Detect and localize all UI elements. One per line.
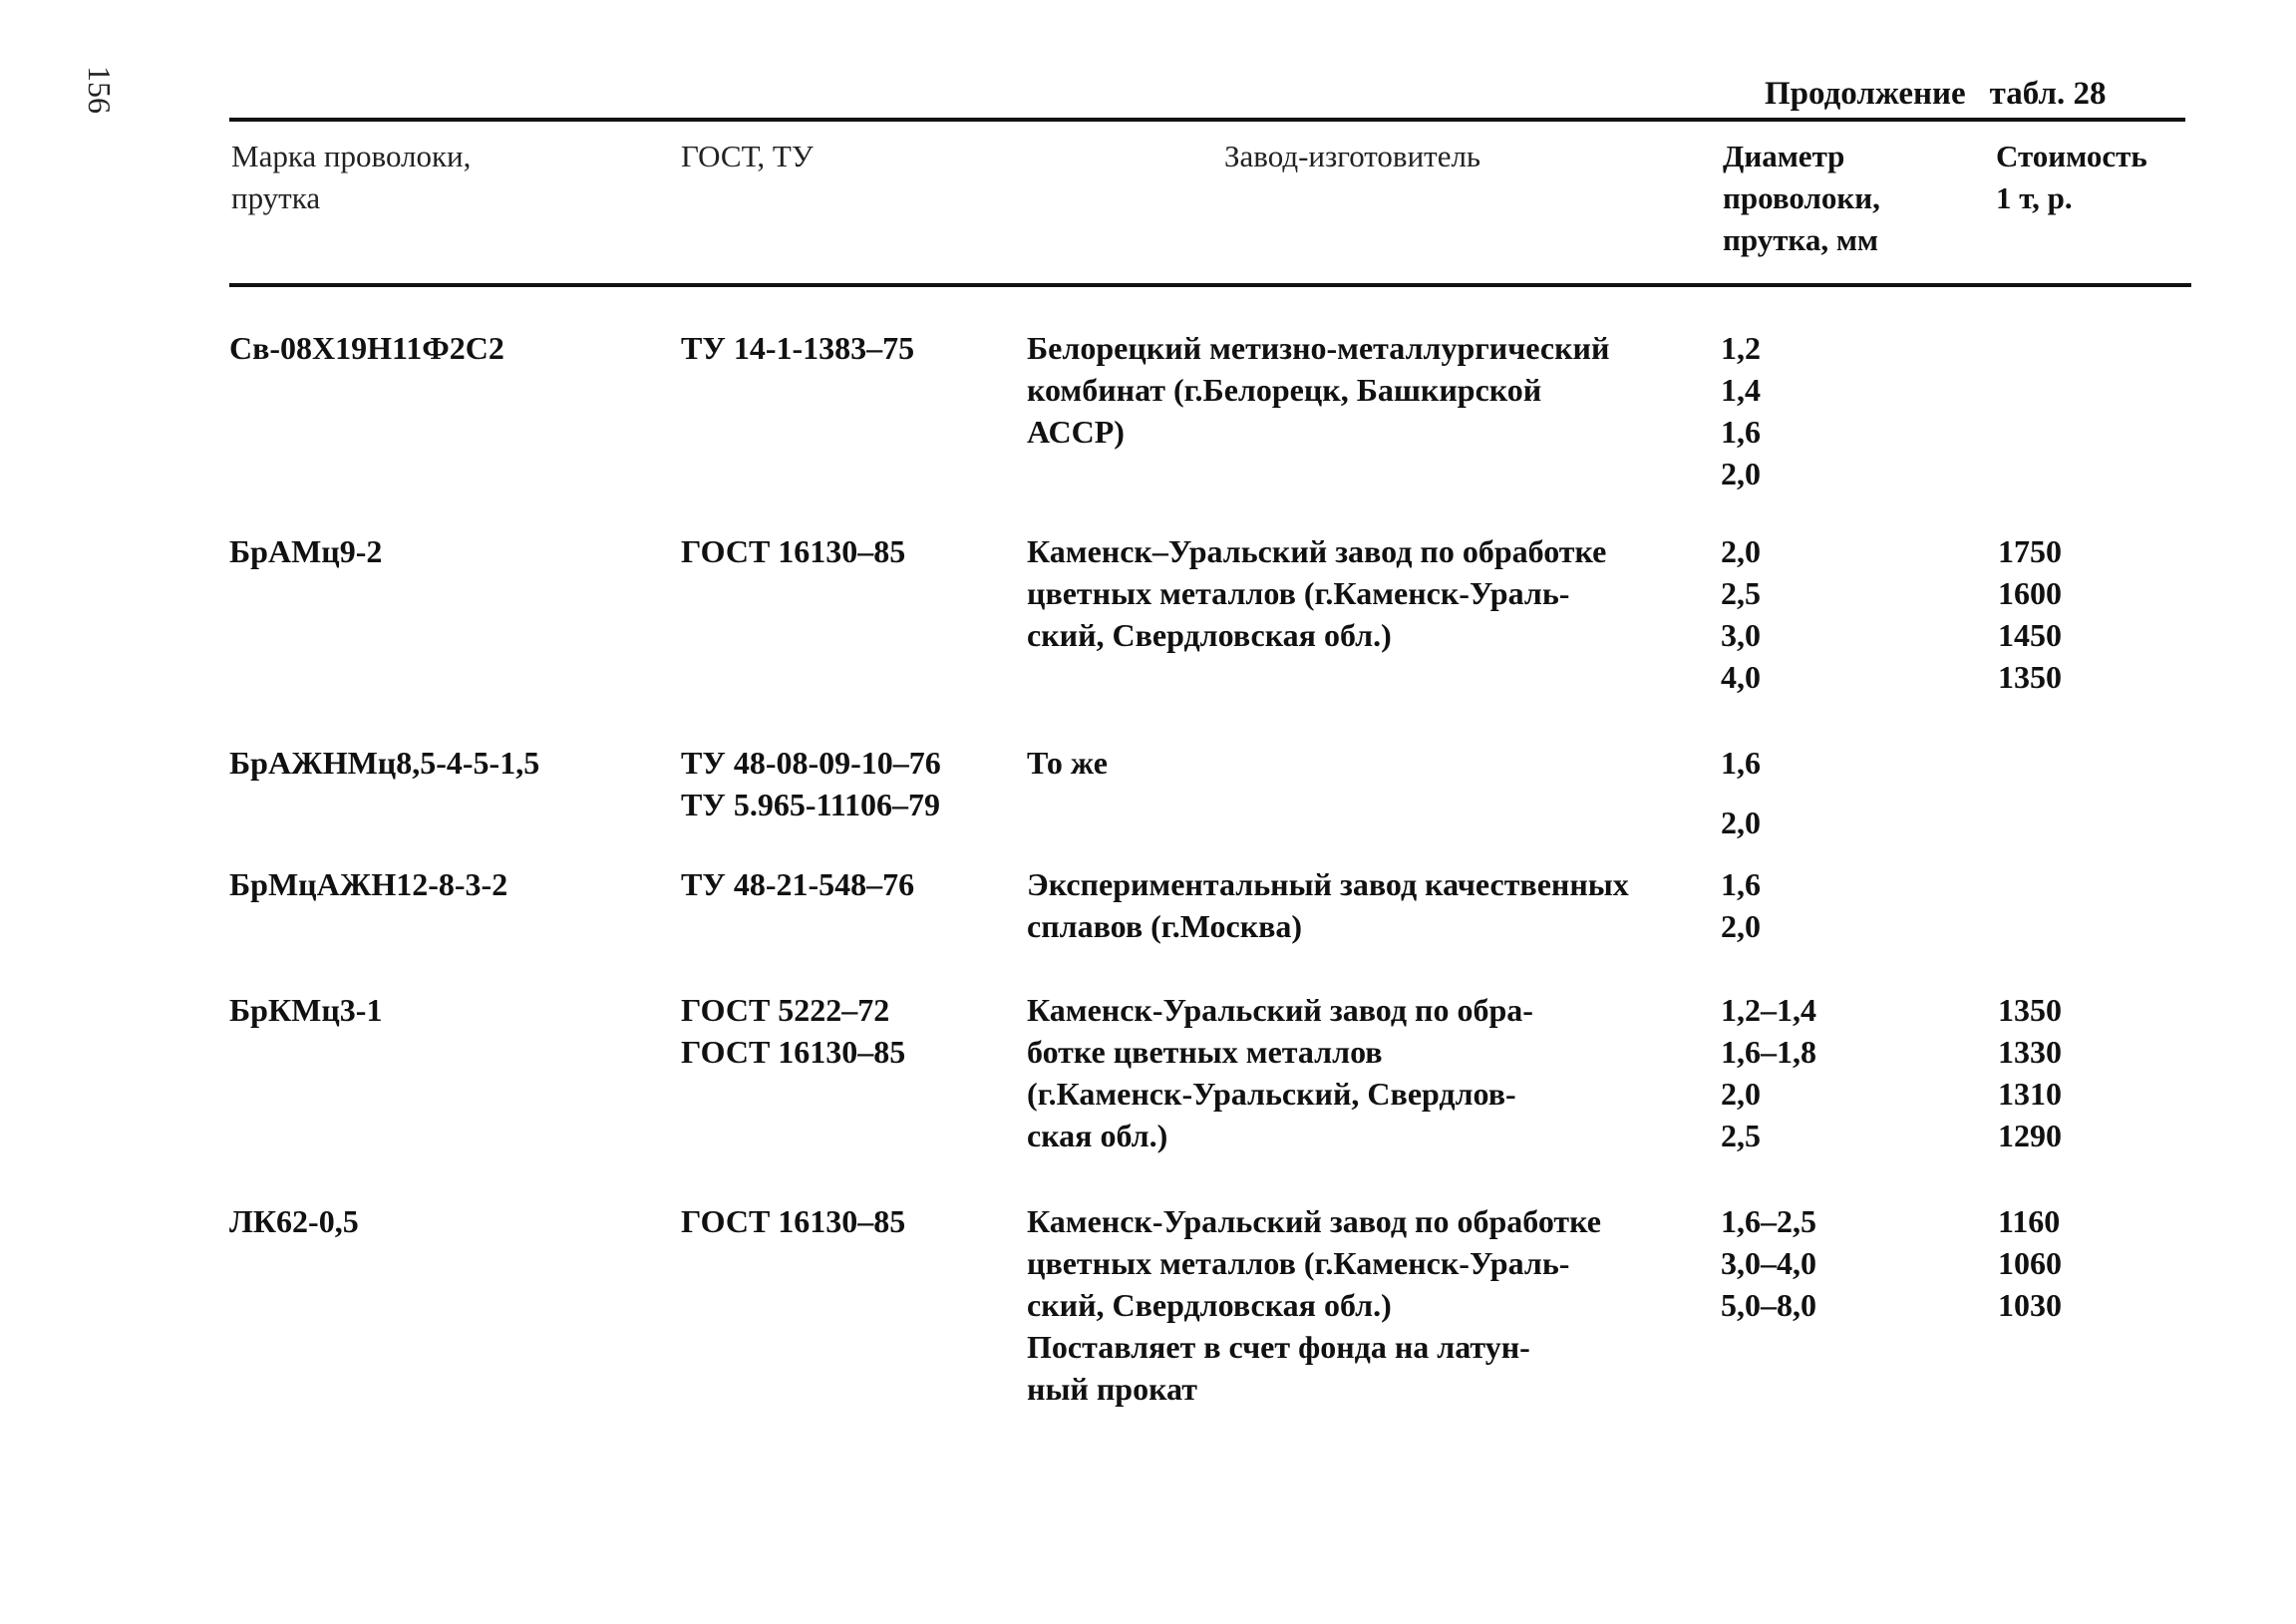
diameter-line: 2,0: [1721, 908, 1761, 944]
row-2-brand: [229, 530, 382, 572]
brand-line: БрМцАЖН12-8-3-2: [229, 866, 508, 902]
brand-line: БрАМц9-2: [229, 533, 383, 569]
row-1-factory: [1027, 327, 1609, 453]
cost-line: 1330: [1998, 1034, 2062, 1070]
table-reference: табл. 28: [1989, 76, 2107, 112]
diameter-line: [1721, 784, 1761, 802]
diameter-line: 1,6–1,8: [1721, 1034, 1816, 1070]
header-cost: Стоимость 1 т, р.: [1996, 139, 2147, 215]
diameter-line: 1,6: [1721, 745, 1761, 781]
row-4-diameter: [1721, 863, 1761, 947]
diameter-line: 1,6–2,5: [1721, 1203, 1816, 1239]
cost-line: 1310: [1998, 1076, 2062, 1112]
diameter-line: 2,0: [1721, 1076, 1761, 1112]
diameter-line: 1,2–1,4: [1721, 992, 1816, 1028]
factory-line: цветных металлов (г.Каменск-Ураль-: [1027, 575, 1570, 611]
row-3-diameter: [1721, 742, 1761, 843]
factory-line: АССР): [1027, 414, 1125, 450]
gost-line: ГОСТ 16130–85: [681, 533, 906, 569]
factory-line: Каменск-Уральский завод по обра-: [1027, 992, 1533, 1028]
diameter-line: 1,6: [1721, 866, 1761, 902]
factory-line: Белорецкий метизно-металлургический: [1027, 330, 1610, 366]
factory-line: Каменск–Уральский завод по обработке: [1027, 533, 1607, 569]
row-5-diameter: [1721, 989, 1816, 1156]
factory-line: сплавов (г.Москва): [1027, 908, 1303, 944]
row-5-factory: [1027, 989, 1533, 1156]
brand-line: БрАЖНМц8,5-4-5-1,5: [229, 745, 540, 781]
cost-line: 1060: [1998, 1245, 2062, 1281]
brand-line: Св-08Х19Н11Ф2С2: [229, 330, 504, 366]
factory-line: Экспериментальный завод качественных: [1027, 866, 1629, 902]
diameter-line: 1,4: [1721, 372, 1761, 408]
row-4-gost: [681, 863, 914, 905]
cost-line: 1030: [1998, 1287, 2062, 1323]
continuation-word: Продолжение: [1765, 76, 1966, 112]
diameter-line: 1,2: [1721, 330, 1761, 366]
row-6-cost: [1998, 1200, 2062, 1326]
table-continuation-label: [1765, 76, 2106, 113]
diameter-line: 4,0: [1721, 659, 1761, 695]
diameter-line: 1,6: [1721, 414, 1761, 450]
row-6-diameter: [1721, 1200, 1816, 1326]
page-number: 156: [82, 66, 118, 114]
diameter-line: 2,0: [1721, 456, 1761, 491]
factory-line: ский, Свердловская обл.): [1027, 617, 1392, 653]
cost-line: 1450: [1998, 617, 2062, 653]
row-5-cost: [1998, 989, 2062, 1156]
row-1-gost: [681, 327, 914, 369]
brand-line: БрКМц3-1: [229, 992, 383, 1028]
factory-line: ботке цветных металлов: [1027, 1034, 1383, 1070]
cost-line: 1600: [1998, 575, 2062, 611]
diameter-line: 2,5: [1721, 575, 1761, 611]
row-1-diameter: [1721, 327, 1761, 494]
factory-line: Поставляет в счет фонда на латун-: [1027, 1329, 1530, 1365]
gost-line: ТУ 48-08-09-10–76: [681, 745, 941, 781]
row-2-cost: [1998, 530, 2062, 698]
factory-line: Каменск-Уральский завод по обработке: [1027, 1203, 1601, 1239]
table-top-rule: [229, 118, 2185, 122]
header-diameter: Диаметр проволоки, прутка, мм: [1723, 139, 1880, 257]
row-2-gost: [681, 530, 905, 572]
diameter-line: 3,0: [1721, 617, 1761, 653]
cost-line: 1160: [1998, 1203, 2061, 1239]
cost-line: 1750: [1998, 533, 2062, 569]
row-3-brand: [229, 742, 539, 784]
cost-line: 1350: [1998, 659, 2062, 695]
gost-line: ГОСТ 5222–72: [681, 992, 890, 1028]
row-5-brand: [229, 989, 382, 1031]
diameter-line: 2,0: [1721, 805, 1761, 840]
diameter-line: 3,0–4,0: [1721, 1245, 1816, 1281]
row-6-brand: [229, 1200, 359, 1242]
header-brand: Марка проволоки, прутка: [231, 139, 472, 215]
gost-line: ГОСТ 16130–85: [681, 1034, 906, 1070]
factory-line: (г.Каменск-Уральский, Свердлов-: [1027, 1076, 1516, 1112]
factory-line: То же: [1027, 745, 1108, 781]
table-header-rule: [229, 283, 2191, 287]
brand-line: ЛК62-0,5: [229, 1203, 359, 1239]
gost-line: ТУ 14-1-1383–75: [681, 330, 915, 366]
header-factory: Завод-изготовитель: [1224, 139, 1481, 173]
gost-line: ГОСТ 16130–85: [681, 1203, 906, 1239]
row-5-gost: [681, 989, 905, 1073]
row-6-gost: [681, 1200, 905, 1242]
diameter-line: 5,0–8,0: [1721, 1287, 1816, 1323]
factory-line: ный прокат: [1027, 1371, 1197, 1407]
row-3-factory: [1027, 742, 1108, 784]
factory-line: комбинат (г.Белорецк, Башкирской: [1027, 372, 1542, 408]
factory-line: ская обл.): [1027, 1118, 1168, 1153]
cost-line: 1290: [1998, 1118, 2062, 1153]
gost-line: ТУ 48-21-548–76: [681, 866, 915, 902]
row-1-brand: [229, 327, 504, 369]
row-4-factory: [1027, 863, 1629, 947]
row-4-brand: [229, 863, 507, 905]
gost-line: ТУ 5.965-11106–79: [681, 787, 940, 822]
row-2-diameter: [1721, 530, 1761, 698]
factory-line: ский, Свердловская обл.): [1027, 1287, 1392, 1323]
row-6-factory: [1027, 1200, 1601, 1410]
row-3-gost: [681, 742, 941, 825]
cost-line: 1350: [1998, 992, 2062, 1028]
factory-line: цветных металлов (г.Каменск-Ураль-: [1027, 1245, 1570, 1281]
diameter-line: 2,5: [1721, 1118, 1761, 1153]
header-gost: ГОСТ, ТУ: [681, 139, 814, 173]
diameter-line: 2,0: [1721, 533, 1761, 569]
row-2-factory: [1027, 530, 1606, 656]
